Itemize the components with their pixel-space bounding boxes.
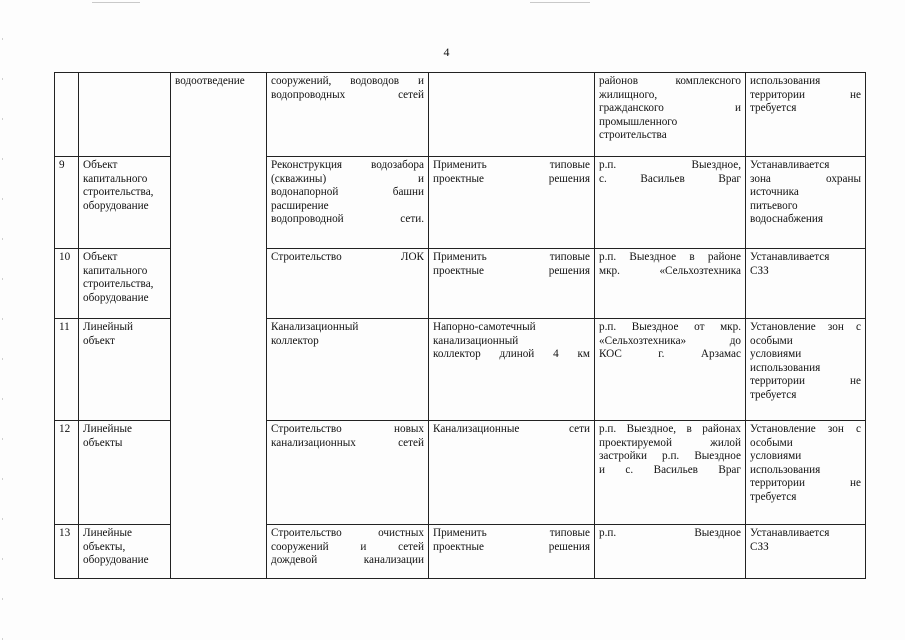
- cell-line: проектируемой жилой: [599, 436, 741, 449]
- cell-line: территории не: [750, 477, 861, 490]
- cell-line: территории не: [750, 88, 861, 101]
- cell-line: с. Васильев Враг: [599, 172, 741, 185]
- cell-line: источника: [750, 186, 799, 199]
- cell-line: (скважины) и: [271, 172, 424, 185]
- cell-line: проектные решения: [433, 264, 590, 277]
- cell-line: коллектор: [271, 334, 319, 347]
- cell-line: водонапорной башни: [271, 186, 424, 199]
- zone-cell: [746, 157, 866, 249]
- cell-line: р.п. Выездное, в районах: [599, 423, 741, 435]
- location-cell: [595, 525, 746, 579]
- location-cell: [595, 319, 746, 421]
- cell-line: Установление зон с: [750, 321, 861, 333]
- cell-line: условиями: [750, 450, 802, 463]
- cell-line: Строительство очистных: [271, 527, 424, 539]
- work-cell: [267, 249, 429, 319]
- cell-line: Напорно-самотечный: [433, 321, 536, 333]
- cell-line: водоснабжения: [750, 213, 824, 226]
- cell-line: «Сельхозтехника» до: [599, 334, 741, 347]
- cell-line: территории не: [750, 375, 861, 388]
- work-cell: [267, 421, 429, 525]
- cell-line: использования: [750, 75, 821, 87]
- row-number-cell: 10: [55, 249, 79, 319]
- scan-artifact: [530, 2, 590, 3]
- cell-line: сооружений, водоводов и: [271, 75, 424, 87]
- cell-line: Применить типовые: [433, 251, 590, 263]
- cell-line: питьевого: [750, 199, 798, 212]
- cell-line: условиями: [750, 348, 802, 361]
- cell-line: застройки р.п. Выездное: [599, 450, 741, 463]
- specs-cell: [429, 249, 595, 319]
- cell-line: жилищного,: [599, 88, 658, 101]
- row-number-cell: 9: [55, 157, 79, 249]
- row-number-cell: 13: [55, 525, 79, 579]
- cell-line: СЗЗ: [750, 540, 769, 553]
- cell-line: использования: [750, 361, 821, 374]
- cell-line: требуется: [750, 102, 797, 115]
- cell-line: районов комплексного: [599, 75, 741, 87]
- cell-line: особыми: [750, 436, 793, 449]
- object-type-cell: [79, 73, 171, 157]
- cell-line: требуется: [750, 490, 797, 503]
- cell-line: р.п. Выездное,: [599, 159, 741, 171]
- specs-cell: [429, 157, 595, 249]
- cell-line: КОС г. Арзамас: [599, 348, 741, 361]
- cell-line: водопроводной сети.: [271, 213, 424, 226]
- cell-line: Устанавливается: [750, 527, 830, 539]
- cell-line: Реконструкция водозабора: [271, 159, 424, 171]
- cell-line: требуется: [750, 388, 797, 401]
- cell-line: проектные решения: [433, 172, 590, 185]
- cell-line: особыми: [750, 334, 793, 347]
- work-cell: [267, 73, 429, 157]
- cell-line: Устанавливается: [750, 159, 830, 171]
- row-number-cell: 11: [55, 319, 79, 421]
- work-cell: [267, 319, 429, 421]
- specs-cell: [429, 525, 595, 579]
- cell-line: канализационный: [433, 334, 519, 347]
- cell-line: Применить типовые: [433, 159, 590, 171]
- zone-cell: [746, 319, 866, 421]
- object-type-cell: Объект капитального строительства, оборудование: [79, 157, 171, 249]
- cell-line: Устанавливается: [750, 251, 830, 263]
- scan-edge: [2, 0, 3, 640]
- cell-line: Установление зон с: [750, 423, 861, 435]
- cell-line: промышленного: [599, 115, 678, 128]
- work-cell: [267, 157, 429, 249]
- category-cell: водоотведение: [171, 73, 267, 579]
- cell-line: мкр. «Сельхозтехника: [599, 264, 741, 277]
- specs-cell: [429, 73, 595, 157]
- work-cell: [267, 525, 429, 579]
- cell-line: р.п. Выездное от мкр.: [599, 321, 741, 333]
- cell-line: и с. Васильев Враг: [599, 463, 741, 476]
- row-number-cell: [55, 73, 79, 157]
- cell-line: Канализационный: [271, 321, 359, 333]
- cell-line: Применить типовые: [433, 527, 590, 539]
- scan-artifact: [92, 2, 140, 3]
- zone-cell: [746, 73, 866, 157]
- cell-line: коллектор длиной 4 км: [433, 348, 590, 361]
- location-cell: [595, 73, 746, 157]
- zone-cell: [746, 525, 866, 579]
- cell-line: р.п. Выездное в районе: [599, 251, 741, 263]
- cell-line: использования: [750, 463, 821, 476]
- location-cell: [595, 421, 746, 525]
- object-type-cell: Линейные объекты, оборудование: [79, 525, 171, 579]
- cell-line: сооружений и сетей: [271, 540, 424, 553]
- page-number: 4: [443, 45, 450, 59]
- specs-cell: [429, 319, 595, 421]
- location-cell: [595, 249, 746, 319]
- cell-line: р.п. Выездное: [599, 527, 741, 539]
- cell-line: Строительство ЛОК: [271, 251, 424, 263]
- location-cell: [595, 157, 746, 249]
- zone-cell: [746, 421, 866, 525]
- table-row: [55, 73, 866, 157]
- object-type-cell: Линейные объекты: [79, 421, 171, 525]
- cell-line: Канализационные сети: [433, 423, 590, 435]
- cell-line: канализационных сетей: [271, 436, 424, 449]
- zone-cell: [746, 249, 866, 319]
- cell-line: СЗЗ: [750, 264, 769, 277]
- cell-line: зона охраны: [750, 172, 861, 185]
- cell-line: расширение: [271, 199, 329, 212]
- cell-line: Строительство новых: [271, 423, 424, 435]
- object-type-cell: Линейный объект: [79, 319, 171, 421]
- cell-line: гражданского и: [599, 102, 741, 115]
- object-type-cell: Объект капитального строительства, оборудование: [79, 249, 171, 319]
- cell-line: проектные решения: [433, 540, 590, 553]
- cell-line: дождевой канализации: [271, 554, 424, 567]
- cell-line: строительства: [599, 129, 667, 142]
- cell-line: водопроводных сетей: [271, 88, 424, 101]
- row-number-cell: 12: [55, 421, 79, 525]
- objects-table: [54, 72, 866, 579]
- specs-cell: [429, 421, 595, 525]
